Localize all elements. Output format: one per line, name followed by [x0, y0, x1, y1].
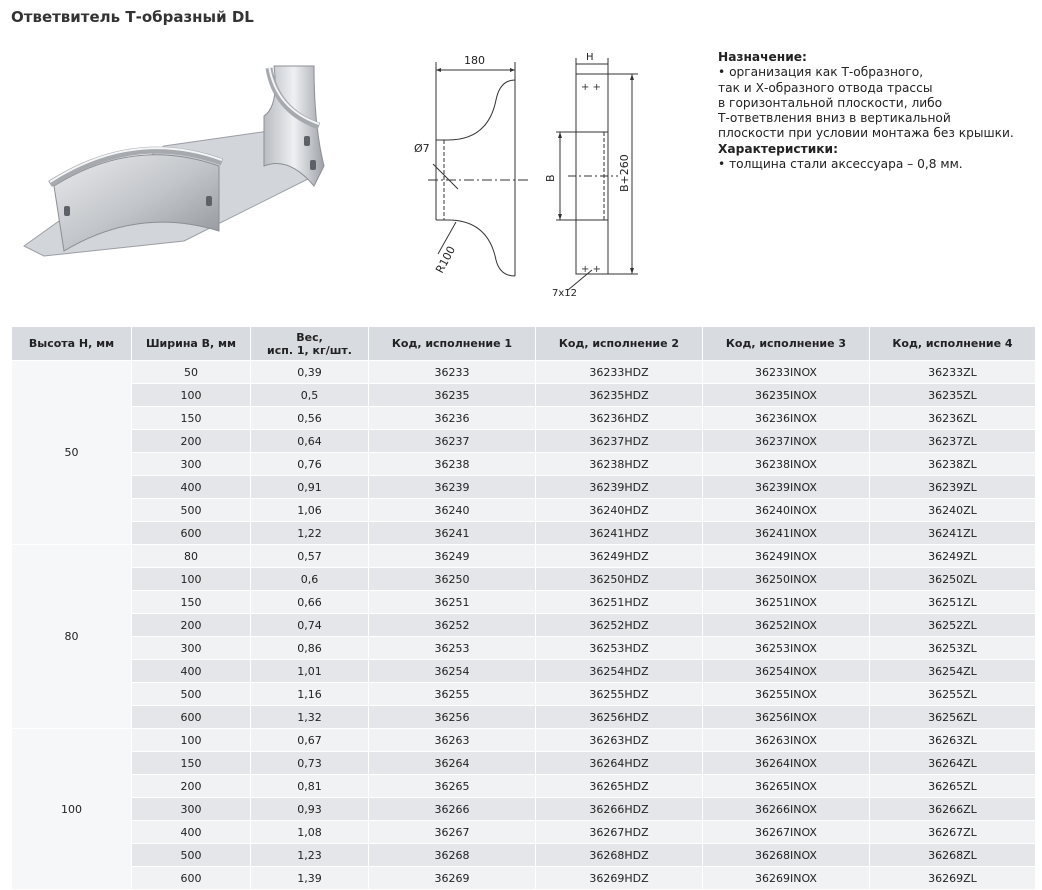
col-width-header: Ширина B, мм [132, 327, 251, 361]
height-cell: 50 [12, 361, 132, 545]
code4-cell: 36253ZL [870, 637, 1036, 660]
dim-180: 180 [464, 54, 485, 67]
col-code4-header: Код, исполнение 4 [870, 327, 1036, 361]
width-cell: 80 [132, 545, 251, 568]
code4-cell: 36249ZL [870, 545, 1036, 568]
code4-cell: 36268ZL [870, 844, 1036, 867]
width-cell: 200 [132, 614, 251, 637]
code2-cell: 36250HDZ [536, 568, 703, 591]
code1-cell: 36253 [369, 637, 536, 660]
code2-cell: 36249HDZ [536, 545, 703, 568]
table-row [12, 706, 1036, 729]
col-weight-header: Вес, исп. 1, кг/шт. [251, 327, 369, 361]
code1-cell: 36256 [369, 706, 536, 729]
code2-cell: 36236HDZ [536, 407, 703, 430]
width-cell: 300 [132, 798, 251, 821]
code3-cell: 36250INOX [703, 568, 870, 591]
code1-cell: 36265 [369, 775, 536, 798]
code2-cell: 36233HDZ [536, 361, 703, 384]
table-row [12, 568, 1036, 591]
code4-cell: 36235ZL [870, 384, 1036, 407]
table-body [12, 361, 1036, 890]
weight-cell: 0,56 [251, 407, 369, 430]
width-cell: 600 [132, 522, 251, 545]
table-row [12, 453, 1036, 476]
svg-text:+ +: + + [581, 82, 601, 93]
code2-cell: 36252HDZ [536, 614, 703, 637]
table-row [12, 476, 1036, 499]
dim-7x12: 7x12 [552, 288, 578, 299]
width-cell: 600 [132, 867, 251, 890]
weight-cell: 0,91 [251, 476, 369, 499]
code1-cell: 36255 [369, 683, 536, 706]
code4-cell: 36266ZL [870, 798, 1036, 821]
code2-cell: 36269HDZ [536, 867, 703, 890]
width-cell: 500 [132, 844, 251, 867]
code3-cell: 36264INOX [703, 752, 870, 775]
product-photo [14, 56, 334, 266]
code4-cell: 36252ZL [870, 614, 1036, 637]
code2-cell: 36253HDZ [536, 637, 703, 660]
code3-cell: 36249INOX [703, 545, 870, 568]
table-row [12, 384, 1036, 407]
col-height-header: Высота H, мм [12, 327, 132, 361]
code2-cell: 36263HDZ [536, 729, 703, 752]
code4-cell: 36263ZL [870, 729, 1036, 752]
weight-cell: 0,39 [251, 361, 369, 384]
code3-cell: 36240INOX [703, 499, 870, 522]
table-row [12, 867, 1036, 890]
code1-cell: 36268 [369, 844, 536, 867]
purpose-line: Т-ответвления вниз в вертикальной [718, 111, 951, 126]
code3-cell: 36263INOX [703, 729, 870, 752]
code4-cell: 36264ZL [870, 752, 1036, 775]
purpose-heading: Назначение: [718, 50, 807, 64]
weight-cell: 0,76 [251, 453, 369, 476]
code3-cell: 36256INOX [703, 706, 870, 729]
code3-cell: 36239INOX [703, 476, 870, 499]
top-view-drawing [408, 44, 538, 284]
width-cell: 400 [132, 821, 251, 844]
col-code2-header: Код, исполнение 2 [536, 327, 703, 361]
code4-cell: 36256ZL [870, 706, 1036, 729]
code4-cell: 36250ZL [870, 568, 1036, 591]
code4-cell: 36233ZL [870, 361, 1036, 384]
purpose-line: плоскости при условии монтажа без крышки. [718, 126, 1014, 141]
code2-cell: 36235HDZ [536, 384, 703, 407]
code3-cell: 36254INOX [703, 660, 870, 683]
code4-cell: 36236ZL [870, 407, 1036, 430]
code2-cell: 36238HDZ [536, 453, 703, 476]
table-row [12, 361, 1036, 384]
weight-cell: 0,57 [251, 545, 369, 568]
code1-cell: 36238 [369, 453, 536, 476]
code2-cell: 36264HDZ [536, 752, 703, 775]
width-cell: 400 [132, 660, 251, 683]
code1-cell: 36235 [369, 384, 536, 407]
code3-cell: 36255INOX [703, 683, 870, 706]
width-cell: 150 [132, 407, 251, 430]
table-row [12, 430, 1036, 453]
code4-cell: 36255ZL [870, 683, 1036, 706]
code2-cell: 36265HDZ [536, 775, 703, 798]
code2-cell: 36266HDZ [536, 798, 703, 821]
dim-r100: R100 [433, 244, 459, 276]
code3-cell: 36252INOX [703, 614, 870, 637]
weight-cell: 1,01 [251, 660, 369, 683]
width-cell: 500 [132, 499, 251, 522]
width-cell: 150 [132, 752, 251, 775]
code4-cell: 36239ZL [870, 476, 1036, 499]
code2-cell: 36240HDZ [536, 499, 703, 522]
code2-cell: 36251HDZ [536, 591, 703, 614]
height-cell: 100 [12, 729, 132, 890]
code1-cell: 36240 [369, 499, 536, 522]
code3-cell: 36238INOX [703, 453, 870, 476]
purpose-line: • организация как Т-образного, [718, 65, 924, 80]
weight-cell: 1,16 [251, 683, 369, 706]
weight-cell: 1,23 [251, 844, 369, 867]
weight-cell: 0,93 [251, 798, 369, 821]
description [718, 50, 1038, 172]
code1-cell: 36236 [369, 407, 536, 430]
code4-cell: 36241ZL [870, 522, 1036, 545]
code2-cell: 36256HDZ [536, 706, 703, 729]
width-cell: 150 [132, 591, 251, 614]
table-row [12, 729, 1036, 752]
table-row [12, 798, 1036, 821]
table-row [12, 591, 1036, 614]
code2-cell: 36237HDZ [536, 430, 703, 453]
table-header-row [12, 327, 1036, 361]
code1-cell: 36267 [369, 821, 536, 844]
weight-cell: 0,6 [251, 568, 369, 591]
weight-cell: 0,5 [251, 384, 369, 407]
width-cell: 200 [132, 775, 251, 798]
code1-cell: 36269 [369, 867, 536, 890]
code4-cell: 36267ZL [870, 821, 1036, 844]
code1-cell: 36237 [369, 430, 536, 453]
dim-b260: B+260 [618, 154, 631, 192]
weight-cell: 1,22 [251, 522, 369, 545]
code1-cell: 36263 [369, 729, 536, 752]
table-row [12, 499, 1036, 522]
weight-cell: 0,86 [251, 637, 369, 660]
weight-cell: 1,39 [251, 867, 369, 890]
code1-cell: 36250 [369, 568, 536, 591]
dim-d7: Ø7 [414, 142, 430, 155]
code4-cell: 36254ZL [870, 660, 1036, 683]
width-cell: 100 [132, 729, 251, 752]
weight-cell: 1,06 [251, 499, 369, 522]
weight-cell: 0,73 [251, 752, 369, 775]
code3-cell: 36269INOX [703, 867, 870, 890]
width-cell: 100 [132, 384, 251, 407]
code1-cell: 36252 [369, 614, 536, 637]
page-title: Ответвитель Т-образный DL [11, 8, 254, 26]
dim-h: H [586, 52, 594, 63]
code1-cell: 36251 [369, 591, 536, 614]
weight-cell: 0,67 [251, 729, 369, 752]
code3-cell: 36253INOX [703, 637, 870, 660]
code2-cell: 36239HDZ [536, 476, 703, 499]
table-row [12, 752, 1036, 775]
code1-cell: 36264 [369, 752, 536, 775]
code1-cell: 36233 [369, 361, 536, 384]
width-cell: 300 [132, 453, 251, 476]
code4-cell: 36265ZL [870, 775, 1036, 798]
width-cell: 600 [132, 706, 251, 729]
width-cell: 400 [132, 476, 251, 499]
code2-cell: 36268HDZ [536, 844, 703, 867]
weight-cell: 0,66 [251, 591, 369, 614]
code4-cell: 36251ZL [870, 591, 1036, 614]
table-row [12, 614, 1036, 637]
code3-cell: 36233INOX [703, 361, 870, 384]
col-code3-header: Код, исполнение 3 [703, 327, 870, 361]
table-row [12, 844, 1036, 867]
code3-cell: 36235INOX [703, 384, 870, 407]
code3-cell: 36237INOX [703, 430, 870, 453]
code2-cell: 36254HDZ [536, 660, 703, 683]
code1-cell: 36239 [369, 476, 536, 499]
code4-cell: 36238ZL [870, 453, 1036, 476]
width-cell: 500 [132, 683, 251, 706]
code1-cell: 36249 [369, 545, 536, 568]
code3-cell: 36268INOX [703, 844, 870, 867]
specs-line: • толщина стали аксессуара – 0,8 мм. [718, 157, 963, 172]
specs-heading: Характеристики: [718, 141, 838, 156]
code4-cell: 36240ZL [870, 499, 1036, 522]
code3-cell: 36266INOX [703, 798, 870, 821]
table-row [12, 545, 1036, 568]
table-row [12, 522, 1036, 545]
svg-text:+ +: + + [581, 264, 601, 275]
code3-cell: 36251INOX [703, 591, 870, 614]
weight-cell: 0,81 [251, 775, 369, 798]
width-cell: 300 [132, 637, 251, 660]
code1-cell: 36266 [369, 798, 536, 821]
dim-b: B [544, 174, 557, 182]
table-row [12, 821, 1036, 844]
purpose-line: так и Х-образного отвода трассы [718, 80, 933, 95]
width-cell: 100 [132, 568, 251, 591]
code3-cell: 36241INOX [703, 522, 870, 545]
code2-cell: 36267HDZ [536, 821, 703, 844]
table-row [12, 637, 1036, 660]
side-view-drawing [544, 44, 656, 300]
code1-cell: 36254 [369, 660, 536, 683]
weight-cell: 1,08 [251, 821, 369, 844]
code3-cell: 36267INOX [703, 821, 870, 844]
purpose-line: в горизонтальной плоскости, либо [718, 95, 943, 110]
code3-cell: 36265INOX [703, 775, 870, 798]
code1-cell: 36241 [369, 522, 536, 545]
table-row [12, 775, 1036, 798]
spec-table [11, 326, 1036, 890]
width-cell: 50 [132, 361, 251, 384]
table-row [12, 660, 1036, 683]
code4-cell: 36237ZL [870, 430, 1036, 453]
table-row [12, 683, 1036, 706]
weight-cell: 0,74 [251, 614, 369, 637]
width-cell: 200 [132, 430, 251, 453]
code2-cell: 36241HDZ [536, 522, 703, 545]
height-cell: 80 [12, 545, 132, 729]
weight-cell: 0,64 [251, 430, 369, 453]
table-row [12, 407, 1036, 430]
code2-cell: 36255HDZ [536, 683, 703, 706]
code4-cell: 36269ZL [870, 867, 1036, 890]
weight-cell: 1,32 [251, 706, 369, 729]
col-code1-header: Код, исполнение 1 [369, 327, 536, 361]
code3-cell: 36236INOX [703, 407, 870, 430]
